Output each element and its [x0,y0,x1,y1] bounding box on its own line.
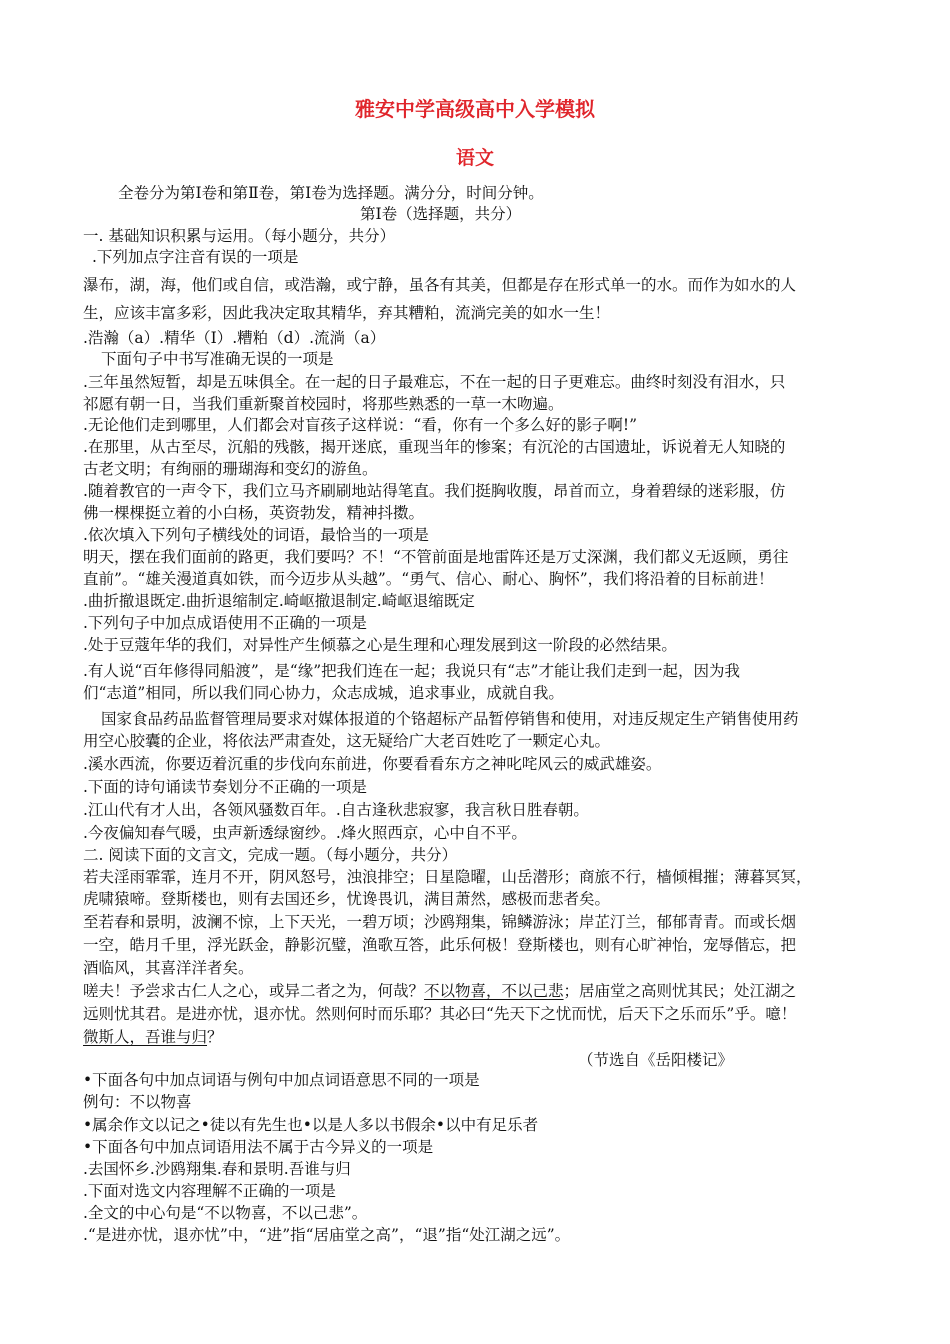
q5-line: .江山代有才人出，各领风骚数百年。.自古逢秋悲寂寥，我言秋日胜春朝。 [83,801,589,819]
section2-heading: 二. 阅读下面的文言文，完成一题。（每小题分，共分） [83,846,458,864]
q2-line: 祁愿有朝一日，当我们重新聚首校园时，将那些熟悉的一草一木吻遍。 [83,395,564,413]
q5-line: .今夜偏知春气暖，虫声新透绿窗纱。.烽火照西京，心中自不平。 [83,824,527,842]
q2-line: 佛一棵棵挺立着的小白杨，英资勃发，精神抖擞。 [83,504,425,522]
passage-text: ？ [207,1028,223,1046]
q4-line: .溪水西流，你要迈着沉重的步伐向东前进，你要看看东方之神叱咤风云的威武雄姿。 [83,755,662,773]
s2-question-line: .“是进亦忧，退亦忧”中，“进”指“居庙堂之高”，“退”指“处江湖之远”。 [83,1226,571,1244]
s2-question-line: .下面对选文内容理解不正确的一项是 [83,1182,336,1200]
q3-stem: .依次填入下列句子横线处的词语，最恰当的一项是 [83,526,429,544]
s2-question-line: .全文的中心句是“不以物喜，不以己悲”。 [83,1204,368,1222]
passage-text: ；居庙堂之高则忧其民；处江湖之 [563,982,797,1000]
classical-passage-line [83,981,796,1001]
s2-question-line: 例句：不以物喜 [83,1093,192,1111]
classical-passage-line: 至若春和景明，波澜不惊，上下天光，一碧万顷；沙鸥翔集，锦鳞游泳；岸芷汀兰，郁郁青青。而或长烟 [83,913,797,931]
passage-source: （节选自《岳阳楼记》 [578,1051,734,1069]
s2-question-line: •下面各句中加点词语与例句中加点词语意思不同的一项是 [83,1071,480,1089]
part1-heading: 第Ⅰ卷（选择题，共分） [360,205,522,223]
exam-title: 雅安中学高级高中入学模拟 [355,97,595,121]
underlined-phrase: 不以物喜，不以己悲 [424,982,564,1000]
passage-text: 嗟夫！予尝求古仁人之心，或异二者之为，何哉？ [83,982,425,1000]
q4-line: 国家食品药品监督管理局要求对媒体报道的个铬超标产品暂停销售和使用，对违反规定生产销售使用药 [101,710,799,728]
q4-line: .处于豆蔻年华的我们，对异性产生倾慕之心是生理和心理发展到这一阶段的必然结果。 [83,636,677,654]
classical-passage-line: 一空，皓月千里，浮光跃金，静影沉璧，渔歌互答，此乐何极！登斯楼也，则有心旷神怡，宠辱偕忘，把 [83,936,797,954]
classical-passage-line: 酒临风，其喜洋洋者矣。 [83,959,254,977]
q2-line: .随着教官的一声令下，我们立马齐刷刷地站得笔直。我们挺胸收腹，昂首而立，身着碧绿的迷彩服，仿 [83,482,786,500]
q2-line: .三年虽然短暂，却是五味俱全。在一起的日子最难忘，不在一起的日子更难忘。曲终时刻没有泪水，只 [83,373,786,391]
q4-line: 们“志道”相同，所以我们同心协力，众志成城，追求事业，成就自我。 [83,684,564,702]
q4-line: 用空心胶囊的企业，将依法严肃查处，这无疑给广大老百姓吃了一颗定心丸。 [83,732,611,750]
subject-title: 语文 [455,147,494,169]
q2-line: .无论他们走到哪里，人们都会对盲孩子这样说：“看，你有一个多么好的影子啊!” [83,416,638,434]
q2-line: 古老文明；有绚丽的珊瑚海和变幻的游鱼。 [83,460,378,478]
s2-question-line: .去国怀乡.沙鸥翔集.春和景明.吾谁与归 [83,1160,351,1178]
q3-options: .曲折撤退既定.曲折退缩制定.崎岖撤退制定.崎岖退缩既定 [83,592,475,610]
classical-passage-line [83,1027,223,1047]
section1-heading: 一. 基础知识积累与运用。（每小题分，共分） [83,227,396,245]
classical-passage-line: 虎啸猿啼。登斯楼也，则有去国还乡，忧谗畏讥，满目萧然，感极而悲者矣。 [83,890,611,908]
q2-stem: 下面句子中书写准确无误的一项是 [101,350,334,368]
q3-passage-line: 明天，摆在我们面前的路更，我们要吗？不！“不管前面是地雷阵还是万丈深渊，我们都义无返顾，勇往 [83,548,789,566]
underlined-phrase: 微斯人，吾谁与归 [83,1028,208,1046]
q1-passage-line: 生，应该丰富多彩，因此我决定取其精华，弃其糟粕，流淌完美的如水一生！ [83,304,611,322]
q5-stem: .下面的诗句诵读节奏划分不正确的一项是 [83,778,367,796]
q4-line: .有人说“百年修得同船渡”，是“缘”把我们连在一起；我说只有“志”才能让我们走到一起，因为我 [83,662,740,680]
s2-question-line: •属余作文以记之•徒以有先生也•以是人多以书假余•以中有足乐者 [83,1116,539,1134]
q4-stem: .下列句子中加点成语使用不正确的一项是 [83,614,367,632]
classical-passage-line: 若夫淫雨霏霏，连月不开，阴风怒号，浊浪排空；日星隐曜，山岳潜形；商旅不行，樯倾楫摧；薄暮冥冥， [83,868,812,886]
s2-question-line: •下面各句中加点词语用法不属于古今异义的一项是 [83,1138,434,1156]
classical-passage-line: 远则忧其君。是进亦忧，退亦忧。然则何时而乐耶？其必曰“先天下之忧而忧，后天下之乐而乐”乎。噫！ [83,1005,797,1023]
exam-intro: 全卷分为第Ⅰ卷和第Ⅱ卷，第Ⅰ卷为选择题。满分分，时间分钟。 [118,184,544,202]
q2-line: .在那里，从古至尽，沉船的残骸，揭开迷底，重现当年的惨案；有沉沦的古国遗址，诉说着无人知晓的 [83,438,786,456]
q1-stem: .下列加点字注音有误的一项是 [92,248,299,266]
q1-options: .浩瀚（a）.精华（I）.糟粕（d）.流淌（a） [83,329,386,347]
q3-passage-line: 直前”。“雄关漫道真如铁，而今迈步从头越”。“勇气、信心、耐心、胸怀”，我们将沿着的目标前进！ [83,570,774,588]
q1-passage-line: 瀑布，湖，海，他们或自信，或浩瀚，或宁静，虽各有其美，但都是存在形式单一的水。而作为如水的人 [83,276,797,294]
